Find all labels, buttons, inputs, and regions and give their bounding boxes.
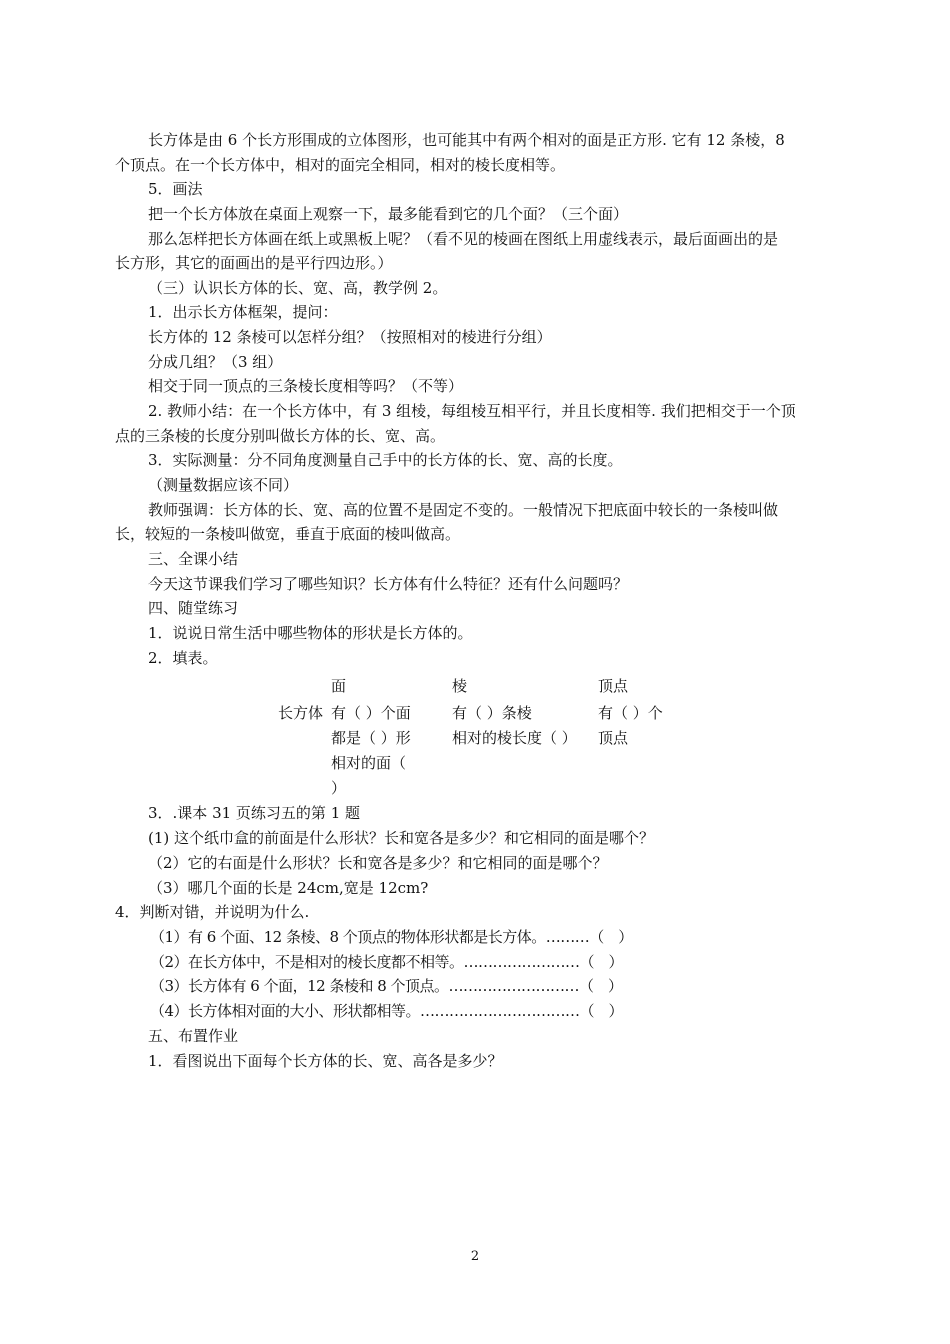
table-header-vertices: 顶点 bbox=[598, 677, 629, 695]
paragraph-summary-questions: 今天这节课我们学习了哪些知识？长方体有什么特征？还有什么问题吗？ bbox=[148, 575, 629, 593]
table-cell-faces-line: 都是（ ）形 bbox=[331, 729, 411, 747]
table-cell-edges-line: 相对的棱长度（ ） bbox=[452, 729, 577, 747]
table-header-edges: 棱 bbox=[452, 677, 468, 695]
true-false-item-1: （1）有 6 个面、12 条棱、8 个顶点的物体形状都是长方体。………（ ） bbox=[150, 928, 633, 946]
paragraph-cuboid-definition-cont: 个顶点。在一个长方体中，相对的面完全相同，相对的棱长度相等。 bbox=[115, 156, 566, 174]
table-cell-faces-line: ） bbox=[331, 779, 347, 797]
paragraph-measurement-note: （测量数据应该不同） bbox=[148, 476, 299, 494]
paragraph-practice-3: 3．.课本 31 页练习五的第 1 题 bbox=[148, 804, 361, 822]
heading-true-false: 4．判断对错，并说明为什么. bbox=[115, 903, 310, 921]
heading-homework: 五、布置作业 bbox=[148, 1027, 239, 1045]
table-cell-faces-line: 有（ ）个面 bbox=[331, 704, 411, 722]
table-header-faces: 面 bbox=[331, 677, 347, 695]
paragraph-observe-faces: 把一个长方体放在桌面上观察一下，最多能看到它的几个面？（三个面） bbox=[148, 205, 629, 223]
paragraph-teacher-summary: 2. 教师小结：在一个长方体中，有 3 组棱，每组棱互相平行，并且长度相等. 我们把相交于一个顶 bbox=[148, 402, 796, 420]
true-false-item-3: （3）长方体有 6 个面，12 条棱和 8 个顶点。………………………（ ） bbox=[150, 977, 623, 995]
paragraph-measurement: 3．实际测量：分不同角度测量自己手中的长方体的长、宽、高的长度。 bbox=[148, 451, 623, 469]
paragraph-how-to-draw-cont: 长方形，其它的面画出的是平行四边形。） bbox=[115, 254, 393, 272]
paragraph-question-2: （2）它的右面是什么形状？长和宽各是多少？和它相同的面是哪个？ bbox=[148, 854, 608, 872]
paragraph-show-frame: 1．出示长方体框架，提问： bbox=[148, 303, 338, 321]
paragraph-three-edges-question: 相交于同一顶点的三条棱长度相等吗？（不等） bbox=[148, 377, 464, 395]
heading-practice: 四、随堂练习 bbox=[148, 599, 239, 617]
heading-length-width-height: （三）认识长方体的长、宽、高，教学例 2。 bbox=[148, 279, 448, 297]
heading-class-summary: 三、全课小结 bbox=[148, 550, 239, 568]
heading-drawing-method: 5．画法 bbox=[148, 180, 203, 198]
paragraph-teacher-summary-cont: 点的三条棱的长度分别叫做长方体的长、宽、高。 bbox=[115, 427, 446, 445]
table-cell-vertices-line: 有（ ）个 bbox=[598, 704, 663, 722]
paragraph-question-1: (1) 这个纸巾盒的前面是什么形状？长和宽各是多少？和它相同的面是哪个？ bbox=[148, 829, 655, 847]
page-number: 2 bbox=[470, 1249, 480, 1264]
paragraph-practice-2: 2．填表。 bbox=[148, 649, 218, 667]
paragraph-how-many-groups: 分成几组？（3 组） bbox=[148, 353, 283, 371]
paragraph-teacher-emphasis-cont: 长，较短的一条棱叫做宽，垂直于底面的棱叫做高。 bbox=[115, 525, 461, 543]
table-cell-edges-line: 有（ ）条棱 bbox=[452, 704, 532, 722]
paragraph-question-3: （3）哪几个面的长是 24cm,宽是 12cm? bbox=[148, 879, 429, 897]
table-cell-vertices-line: 顶点 bbox=[598, 729, 629, 747]
true-false-item-4: （4）长方体相对面的大小、形状都相等。……………………………（ ） bbox=[150, 1002, 624, 1020]
paragraph-cuboid-definition: 长方体是由 6 个长方形围成的立体图形，也可能其中有两个相对的面是正方形. 它有 12 条棱，8 bbox=[148, 131, 785, 149]
paragraph-teacher-emphasis: 教师强调：长方体的长、宽、高的位置不是固定不变的。一般情况下把底面中较长的一条棱叫做 bbox=[148, 501, 779, 519]
table-row-label: 长方体 bbox=[278, 704, 324, 722]
paragraph-how-to-draw: 那么怎样把长方体画在纸上或黑板上呢？（看不见的棱画在图纸上用虚线表示，最后面画出的是 bbox=[148, 230, 779, 248]
true-false-item-2: （2）在长方体中，不是相对的棱长度都不相等。……………………（ ） bbox=[150, 953, 624, 971]
paragraph-group-edges: 长方体的 12 条棱可以怎样分组？（按照相对的棱进行分组） bbox=[148, 328, 552, 346]
paragraph-practice-1: 1．说说日常生活中哪些物体的形状是长方体的。 bbox=[148, 624, 473, 642]
table-cell-faces-line: 相对的面（ bbox=[331, 754, 407, 772]
paragraph-homework-1: 1．看图说出下面每个长方体的长、宽、高各是多少？ bbox=[148, 1052, 503, 1070]
